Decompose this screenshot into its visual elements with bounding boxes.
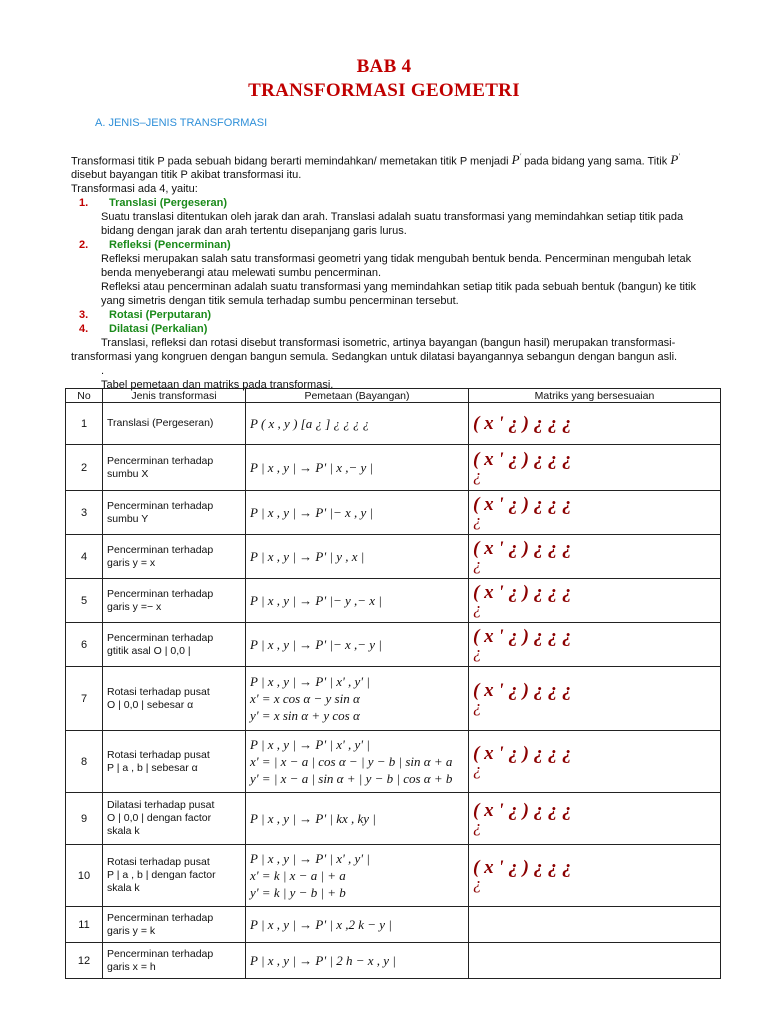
row-transformation-type bbox=[103, 907, 246, 943]
row-number: 5 bbox=[66, 579, 103, 623]
row-transformation-type bbox=[103, 943, 246, 979]
type-line: P | a , b | dengan factor bbox=[107, 869, 216, 881]
row-number: 12 bbox=[66, 943, 103, 979]
table-header-row bbox=[66, 389, 721, 403]
closing-dot: . bbox=[101, 365, 105, 378]
matrix-expression: ( x ' ¿ ) ¿ ¿ ¿ bbox=[473, 799, 572, 821]
intro-line-1b: pada bidang yang sama. Titik bbox=[524, 155, 668, 168]
matrix-expression: ( x ' ¿ ) ¿ ¿ ¿ bbox=[473, 742, 572, 764]
matrix-expression: ( x ' ¿ ) ¿ ¿ ¿ bbox=[473, 679, 572, 701]
row-transformation-type bbox=[103, 845, 246, 907]
type-line: garis y = k bbox=[107, 924, 156, 937]
type-line: Pencerminan terhadap bbox=[107, 543, 214, 556]
mapping-line: P | x , y | → P' | 2 h − x , y | bbox=[250, 953, 396, 968]
table-row bbox=[66, 943, 721, 979]
header-no: No bbox=[66, 389, 103, 403]
row-number: 10 bbox=[66, 845, 103, 907]
row-matrix bbox=[469, 491, 721, 535]
table-row bbox=[66, 445, 721, 491]
type-description: Suatu translasi ditentukan oleh jarak dan arah. Translasi adalah suatu transformasi yang memindahkan setiap titik pada bbox=[101, 211, 684, 224]
type-description: Refleksi atau pencerminan adalah suatu transformasi yang memindahkan setiap titik pada sebuah bentuk (bangun) ke titik bbox=[101, 281, 696, 294]
row-number: 11 bbox=[66, 907, 103, 943]
mapping-line: y' = | x − a | sin α + | y − b | cos α + b bbox=[250, 771, 453, 786]
mapping-line: P | x , y | → P' |− y ,− x | bbox=[250, 593, 382, 608]
type-line: O | 0,0 | sebesar α bbox=[107, 698, 194, 711]
row-number: 3 bbox=[66, 491, 103, 535]
matrix-expression: ( x ' ¿ ) ¿ ¿ ¿ bbox=[473, 448, 572, 470]
mapping-line: x' = | x − a | cos α − | y − b | sin α + a bbox=[250, 754, 453, 769]
mapping-line: x' = x cos α − y sin α bbox=[250, 691, 360, 706]
matrix-expression-tail: ¿ bbox=[473, 465, 482, 485]
mapping-line: P | x , y | → P' | x' , y' | bbox=[250, 737, 370, 752]
table-row bbox=[66, 535, 721, 579]
header-pemetaan: Pemetaan (Bayangan) bbox=[246, 389, 469, 403]
row-transformation-type bbox=[103, 403, 246, 445]
row-mapping bbox=[246, 579, 469, 623]
row-mapping bbox=[246, 667, 469, 731]
transformation-table bbox=[65, 388, 721, 979]
type-line: Pencerminan terhadap bbox=[107, 631, 214, 644]
type-number: 2. bbox=[79, 239, 89, 252]
type-description: benda menyeberangi atau melewati sumbu pencerminan. bbox=[101, 267, 382, 280]
type-line: sumbu Y bbox=[107, 512, 149, 525]
mapping-line: P | x , y | → P' |− x , y | bbox=[250, 505, 374, 520]
row-matrix bbox=[469, 579, 721, 623]
type-heading bbox=[71, 238, 719, 252]
type-name: Dilatasi (Perkalian) bbox=[109, 323, 208, 336]
type-line: Translasi (Pergeseran) bbox=[107, 417, 214, 429]
matrix-expression: ( x ' ¿ ) ¿ ¿ ¿ bbox=[473, 537, 572, 559]
matrix-expression: ( x ' ¿ ) ¿ ¿ ¿ bbox=[473, 856, 572, 878]
mapping-line: y' = x sin α + y cos α bbox=[250, 708, 360, 723]
table-row bbox=[66, 907, 721, 943]
transformation-types-list bbox=[71, 196, 719, 336]
row-number: 6 bbox=[66, 623, 103, 667]
matrix-expression-tail: ¿ bbox=[473, 642, 482, 662]
table-row bbox=[66, 491, 721, 535]
type-name: Rotasi (Perputaran) bbox=[109, 309, 212, 322]
matrix-expression-tail: ¿ bbox=[473, 816, 482, 836]
type-line: garis y =− x bbox=[107, 600, 162, 613]
header-jenis: Jenis transformasi bbox=[103, 389, 246, 403]
row-mapping bbox=[246, 845, 469, 907]
matrix-expression-tail: ¿ bbox=[473, 598, 482, 618]
type-line: Rotasi terhadap pusat bbox=[107, 748, 210, 761]
row-mapping bbox=[246, 793, 469, 845]
row-mapping bbox=[246, 943, 469, 979]
row-matrix bbox=[469, 845, 721, 907]
row-transformation-type bbox=[103, 535, 246, 579]
type-description: yang simetris dengan titik semula terhadap sumbu pencerminan tersebut. bbox=[101, 295, 459, 308]
p-prime-symbol-2: P' bbox=[670, 152, 680, 168]
row-number: 2 bbox=[66, 445, 103, 491]
type-line: Pencerminan terhadap bbox=[107, 947, 214, 960]
row-transformation-type bbox=[103, 623, 246, 667]
matrix-expression-tail: ¿ bbox=[473, 510, 482, 530]
row-matrix bbox=[469, 731, 721, 793]
table-row bbox=[66, 845, 721, 907]
section-heading: A. JENIS–JENIS TRANSFORMASI bbox=[95, 117, 268, 129]
intro-text bbox=[71, 150, 719, 392]
type-line: P | a , b | sebesar α bbox=[107, 761, 198, 774]
row-matrix bbox=[469, 535, 721, 579]
row-mapping bbox=[246, 623, 469, 667]
closing-line-1: Translasi, refleksi dan rotasi disebut transformasi isometric, artinya bayangan (bangun hasil) merupakan transformasi- bbox=[101, 337, 676, 350]
mapping-line: P | x , y | → P' | x ,2 k − y | bbox=[250, 917, 392, 932]
table-caption: Tabel pemetaan dan matriks pada transformasi. bbox=[101, 379, 334, 392]
table-row bbox=[66, 793, 721, 845]
table-row bbox=[66, 403, 721, 445]
row-matrix bbox=[469, 793, 721, 845]
type-line: sumbu X bbox=[107, 467, 149, 480]
type-line: garis y = x bbox=[107, 556, 156, 569]
type-number: 1. bbox=[79, 197, 89, 210]
type-line: Pencerminan terhadap bbox=[107, 454, 214, 467]
mapping-line: P | x , y | → P' |− x ,− y | bbox=[250, 637, 382, 652]
row-matrix bbox=[469, 623, 721, 667]
row-number: 4 bbox=[66, 535, 103, 579]
type-line: Rotasi terhadap pusat bbox=[107, 685, 210, 698]
matrix-expression-tail: ¿ bbox=[473, 554, 482, 574]
intro-line-1 bbox=[71, 150, 719, 168]
chapter-title: TRANSFORMASI GEOMETRI bbox=[248, 80, 520, 101]
table-row bbox=[66, 667, 721, 731]
type-line: Rotasi terhadap pusat bbox=[107, 856, 210, 868]
row-transformation-type bbox=[103, 667, 246, 731]
type-line: skala k bbox=[107, 882, 140, 894]
table-row bbox=[66, 623, 721, 667]
row-number: 9 bbox=[66, 793, 103, 845]
row-mapping bbox=[246, 445, 469, 491]
type-line: O | 0,0 | dengan factor bbox=[107, 812, 212, 824]
type-line: Pencerminan terhadap bbox=[107, 499, 214, 512]
type-line: skala k bbox=[107, 825, 140, 837]
type-line: gtitik asal O | 0,0 | bbox=[107, 644, 191, 657]
mapping-line: P | x , y | → P' | kx , ky | bbox=[250, 811, 376, 826]
mapping-line: P | x , y | → P' | y , x | bbox=[250, 549, 365, 564]
mapping-line: P | x , y | → P' | x' , y' | bbox=[250, 674, 370, 689]
table-row bbox=[66, 579, 721, 623]
type-description: bidang dengan jarak dan arah tertentu disepanjang garis lurus. bbox=[101, 225, 407, 238]
mapping-line: P | x , y | → P' | x' , y' | bbox=[250, 851, 370, 866]
p-prime-symbol: P' bbox=[511, 152, 522, 168]
row-number: 1 bbox=[66, 403, 103, 445]
row-transformation-type bbox=[103, 793, 246, 845]
row-transformation-type bbox=[103, 579, 246, 623]
row-matrix bbox=[469, 667, 721, 731]
row-matrix bbox=[469, 943, 721, 979]
row-mapping bbox=[246, 491, 469, 535]
intro-line-2: disebut bayangan titik P akibat transformasi itu. bbox=[71, 169, 302, 182]
matrix-expression-tail: ¿ bbox=[473, 873, 482, 893]
type-line: Dilatasi terhadap pusat bbox=[107, 799, 215, 811]
matrix-expression: ( x ' ¿ ) ¿ ¿ ¿ bbox=[473, 625, 572, 647]
row-mapping bbox=[246, 535, 469, 579]
row-transformation-type bbox=[103, 445, 246, 491]
row-mapping bbox=[246, 731, 469, 793]
header-matriks: Matriks yang bersesuaian bbox=[469, 389, 721, 403]
closing-line-2: transformasi yang kongruen dengan bangun semula. Sedangkan untuk dilatasi bayangannya sebangun dengan bangun asli. bbox=[71, 351, 678, 364]
matrix-expression-tail: ¿ bbox=[473, 759, 482, 779]
table-row bbox=[66, 731, 721, 793]
type-description: Refleksi merupakan salah satu transformasi geometri yang tidak mengubah bentuk benda. Pencerminan mengubah letak bbox=[101, 253, 692, 266]
mapping-line: y' = k | y − b | + b bbox=[250, 885, 346, 900]
row-mapping bbox=[246, 403, 469, 445]
mapping-line: P ( x , y ) [a ¿ ] ¿ ¿ ¿ ¿ bbox=[250, 416, 370, 431]
chapter-number: BAB 4 bbox=[356, 56, 412, 77]
type-line: Pencerminan terhadap bbox=[107, 911, 214, 924]
row-mapping bbox=[246, 907, 469, 943]
matrix-expression: ( x ' ¿ ) ¿ ¿ ¿ bbox=[473, 412, 572, 434]
row-matrix bbox=[469, 403, 721, 445]
matrix-expression: ( x ' ¿ ) ¿ ¿ ¿ bbox=[473, 581, 572, 603]
row-matrix bbox=[469, 907, 721, 943]
intro-line-1a: Transformasi titik P pada sebuah bidang berarti memindahkan/ memetakan titik P menjadi bbox=[71, 155, 509, 168]
type-heading bbox=[71, 322, 719, 336]
type-line: Pencerminan terhadap bbox=[107, 587, 214, 600]
row-number: 7 bbox=[66, 667, 103, 731]
row-number: 8 bbox=[66, 731, 103, 793]
matrix-expression: ( x ' ¿ ) ¿ ¿ ¿ bbox=[473, 493, 572, 515]
intro-line-3: Transformasi ada 4, yaitu: bbox=[71, 183, 198, 196]
matrix-expression-tail: ¿ bbox=[473, 696, 482, 716]
type-number: 3. bbox=[79, 309, 89, 322]
type-line: garis x = h bbox=[107, 960, 156, 973]
type-name: Translasi (Pergeseran) bbox=[109, 197, 228, 210]
type-name: Refleksi (Pencerminan) bbox=[109, 239, 231, 252]
mapping-line: P | x , y | → P' | x ,− y | bbox=[250, 460, 374, 475]
type-number: 4. bbox=[79, 323, 89, 336]
row-matrix bbox=[469, 445, 721, 491]
mapping-line: x' = k | x − a | + a bbox=[250, 868, 346, 883]
type-heading bbox=[71, 308, 719, 322]
type-heading bbox=[71, 196, 719, 210]
row-transformation-type bbox=[103, 731, 246, 793]
row-transformation-type bbox=[103, 491, 246, 535]
